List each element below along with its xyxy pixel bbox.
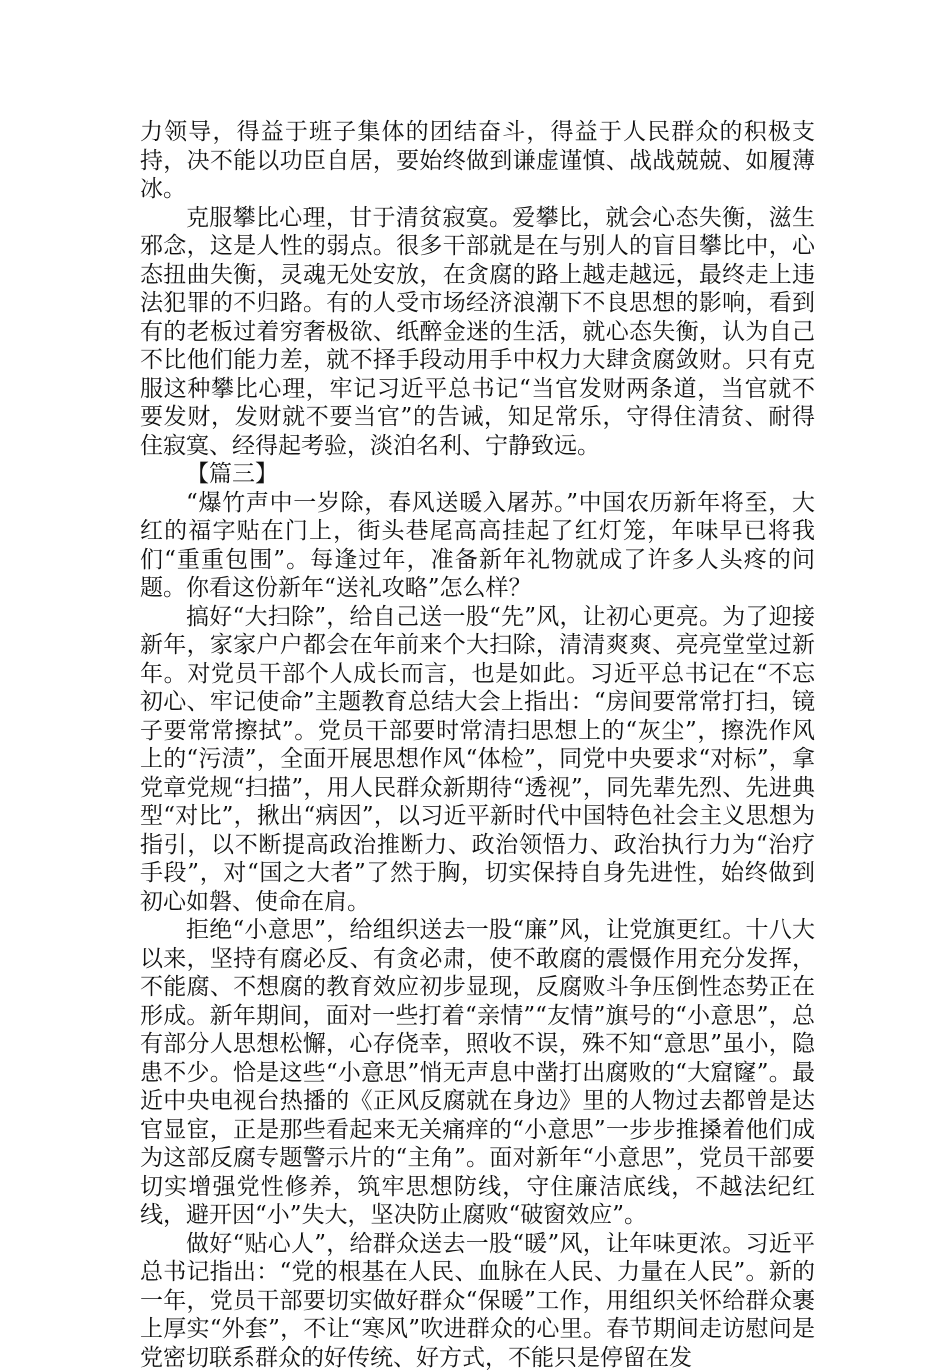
section-heading: 【篇三】 [140, 460, 815, 489]
paragraph-refuse-gifts: 拒绝“小意思”，给组织送去一股“廉”风，让党旗更红。十八大以来，坚持有腐必反、有贪必肃，使不敢腐的震慑作用充分发挥，不能腐、不想腐的教育效应初步显现，反腐败斗争压倒性态势正在形成。新年期间，面对一些打着“亲情”“友情”旗号的“小意思”，总有部分人思想松懈，心存侥幸，照收不误，殊不知“意思”虽小，隐患不少。恰是这些“小意思”悄无声息中凿打出腐败的“大窟窿”。最近中央电视台热播的《正风反腐就在身边》里的人物过去都曾是达官显宦，正是那些看起来无关痛痒的“小意思”一步步推搡着他们成为这部反腐专题警示片的“主角”。面对新年“小意思”，党员干部要切实增强党性修养，筑牢思想防线，守住廉洁底线，不越法纪红线，避开因“小”失大，坚决防止腐败“破窗效应”。 [140, 916, 815, 1230]
paragraph-warm-hearted: 做好“贴心人”，给群众送去一股“暖”风，让年味更浓。习近平总书记指出：“党的根基在人民、血脉在人民、力量在人民”。新的一年，党员干部要切实做好群众“保暖”工作，用组织关怀给群众裹上厚实“外套”，不让“寒风”吹进群众的心里。春节期间走访慰问是党密切联系群众的好传统、好方式，不能只是停留在发 [140, 1230, 815, 1372]
paragraph-continuation: 力领导，得益于班子集体的团结奋斗，得益于人民群众的积极支持，决不能以功臣自居，要始终做到谦虚谨慎、战战兢兢、如履薄冰。 [140, 118, 815, 204]
paragraph-new-year-intro: “爆竹声中一岁除，春风送暖入屠苏。”中国农历新年将至，大红的福字贴在门上，街头巷尾高高挂起了红灯笼，年味早已将我们“重重包围”。每逢过年，准备新年礼物就成了许多人头疼的问题。你看这份新年“送礼攻略”怎么样？ [140, 489, 815, 603]
document-page [140, 118, 815, 1372]
paragraph-overcome-comparison: 克服攀比心理，甘于清贫寂寞。爱攀比，就会心态失衡，滋生邪念，这是人性的弱点。很多干部就是在与别人的盲目攀比中，心态扭曲失衡，灵魂无处安放，在贪腐的路上越走越远，最终走上违法犯罪的不归路。有的人受市场经济浪潮下不良思想的影响，看到有的老板过着穷奢极欲、纸醉金迷的生活，就心态失衡，认为自己不比他们能力差，就不择手段动用手中权力大肆贪腐敛财。只有克服这种攀比心理，牢记习近平总书记“当官发财两条道，当官就不要发财，发财就不要当官”的告诫，知足常乐，守得住清贫、耐得住寂寞、经得起考验，淡泊名利、宁静致远。 [140, 204, 815, 461]
paragraph-spring-cleaning: 搞好“大扫除”，给自己送一股“先”风，让初心更亮。为了迎接新年，家家户户都会在年前来个大扫除，清清爽爽、亮亮堂堂过新年。对党员干部个人成长而言，也是如此。习近平总书记在“不忘初心、牢记使命”主题教育总结大会上指出：“房间要常常打扫，镜子要常常擦拭”。党员干部要时常清扫思想上的“灰尘”，擦洗作风上的“污渍”，全面开展思想作风“体检”，同党中央要求“对标”，拿党章党规“扫描”，用人民群众新期待“透视”，同先辈先烈、先进典型“对比”，揪出“病因”，以习近平新时代中国特色社会主义思想为指引，以不断提高政治推断力、政治领悟力、政治执行力为“治疗手段”，对“国之大者”了然于胸，切实保持自身先进性，始终做到初心如磐、使命在肩。 [140, 603, 815, 917]
